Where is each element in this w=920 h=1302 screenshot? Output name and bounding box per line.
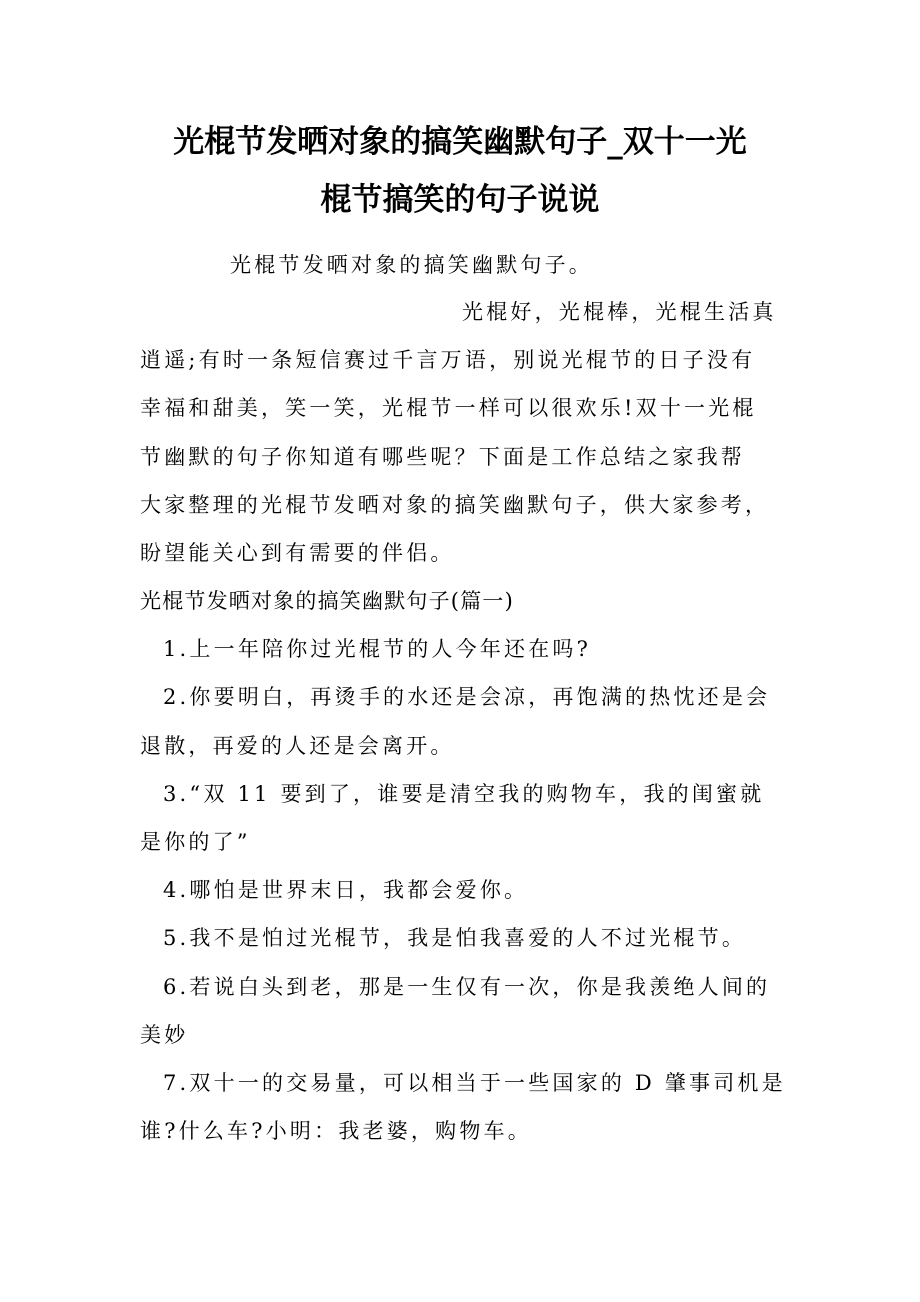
intro-paragraph-line: 盼望能关心到有需要的伴侣。 xyxy=(140,541,455,565)
list-item-3: 3.“双 11 要到了，谁要是清空我的购物车，我的闺蜜就 xyxy=(163,782,765,806)
intro-paragraph-line: 逍遥;有时一条短信赛过千言万语，别说光棍节的日子没有 xyxy=(140,348,756,372)
section-heading: 光棍节发晒对象的搞笑幽默句子(篇一) xyxy=(140,589,514,613)
list-item-7-continued: 谁?什么车?小明：我老婆，购物车。 xyxy=(140,1119,532,1143)
document-title xyxy=(100,120,820,222)
list-item-6: 6.若说白头到老，那是一生仅有一次，你是我羡绝人间的 xyxy=(163,975,771,999)
list-item-2-continued: 退散，再爱的人还是会离开。 xyxy=(140,734,455,758)
intro-paragraph-line: 节幽默的句子你知道有哪些呢？下面是工作总结之家我帮 xyxy=(140,445,745,469)
title-line-2: 棍节搞笑的句子说说 xyxy=(320,182,600,218)
list-item-1: 1.上一年陪你过光棍节的人今年还在吗? xyxy=(163,637,592,661)
list-item-2: 2.你要明白，再烫手的水还是会凉，再饱满的热忱还是会 xyxy=(163,685,771,709)
title-line-1: 光棍节发晒对象的搞笑幽默句子_双十一光 xyxy=(173,124,747,160)
list-item-4: 4.哪怕是世界末日，我都会爱你。 xyxy=(163,878,529,902)
list-item-6-continued: 美妙 xyxy=(140,1023,189,1047)
intro-paragraph-line: 幸福和甜美，笑一笑，光棍节一样可以很欢乐!双十一光棍 xyxy=(140,396,757,420)
intro-heading: 光棍节发晒对象的搞笑幽默句子。 xyxy=(230,253,593,277)
intro-paragraph-line: 大家整理的光棍节发晒对象的搞笑幽默句子，供大家参考， xyxy=(140,493,770,517)
list-item-3-continued: 是你的了” xyxy=(140,830,251,854)
intro-paragraph-line: 光棍好，光棍棒，光棍生活真 xyxy=(462,300,777,324)
list-item-5: 5.我不是怕过光棍节，我是怕我喜爱的人不过光棍节。 xyxy=(163,926,747,950)
list-item-7: 7.双十一的交易量，可以相当于一些国家的 D 肇事司机是 xyxy=(163,1071,786,1095)
